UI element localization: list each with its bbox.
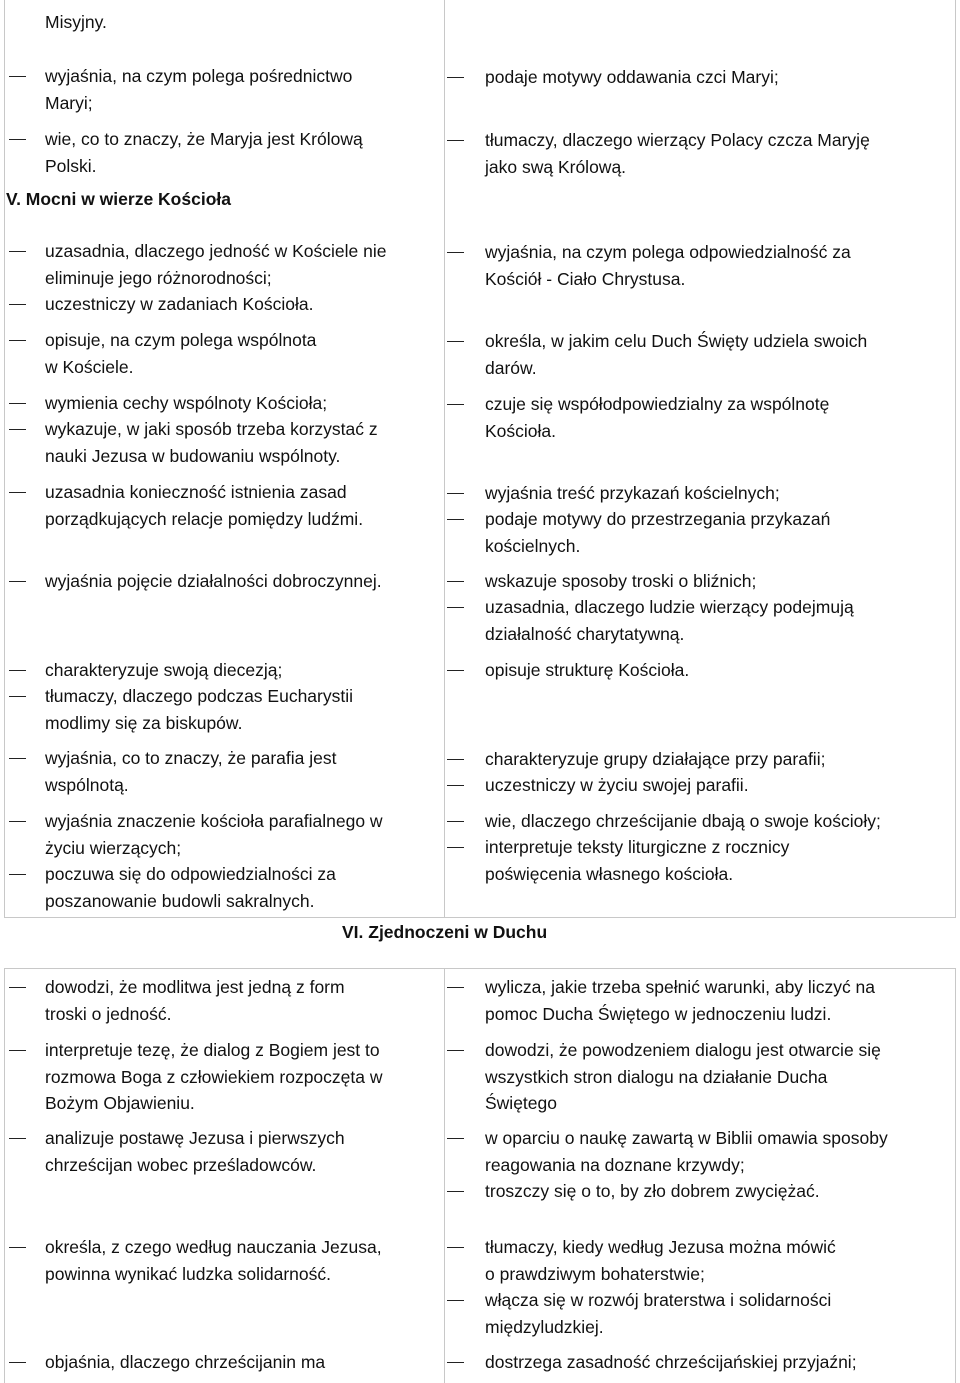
- dash-bullet: [447, 1362, 464, 1363]
- dash-bullet: [9, 304, 26, 305]
- dash-bullet: [447, 987, 464, 988]
- dash-bullet: [447, 821, 464, 822]
- dash-bullet: [9, 1362, 26, 1363]
- table-border: [4, 968, 5, 1383]
- dash-bullet: [9, 76, 26, 77]
- document-page: Misyjny. V. Mocni w wierze Kościoła VI. Zjednoczeni w Duchu wyjaśnia, na czym polega pośrednictwo Maryi; wie, co to znaczy, że Maryja jest Królową Polski. uzasadnia, dlaczego jedność w Kościele nie eliminuje jego różnorodności; uczestniczy w zadaniach Kościoła. opisuje, na czym polega wspólnota w Kościele. wymienia cechy wspólnoty Kościoła; wykazuje, w jaki sposób trzeba korzystać z nauki Jezusa w budowaniu wspólnoty. uzasadnia konieczność istnienia zasad porządkujących relacje pomiędzy ludźmi. wyjaśnia pojęcie działalności dobroczynnej. charakteryzuje swoją diecezją; tłumaczy, dlaczego podczas Eucharystii modlimy się za biskupów. wyjaśnia, co to znaczy, że parafia jest wspólnotą. wyjaśnia znaczenie kościoła parafialnego w życiu wierzących; poczuwa się do odpowiedzialności za poszanowanie budowli sakralnych. dowodzi, że modlitwa jest jedną z form troski o jedność. interpretuje tezę, że dialog z Bogiem jest to rozmowa Boga z człowiekiem rozpoczęta w Bożym Objawieniu. analizuje postawę Jezusa i pierwszych chrześcijan wobec prześladowców. określa, z czego według nauczania Jezusa, powinna wynikać ludzka solidarność. objaśnia, dlaczego chrześcijanin ma podaje motywy oddawania czci Maryi; tłumaczy, dlaczego wierzący Polacy czcza Maryję jako swą Królową. wyjaśnia, na czym polega odpowiedzialność za Kościół - Ciało Chrystusa. określa, w jakim celu Duch Święty udziela swoich darów. czuje się współodpowiedzialny za wspólnotę Kościoła. wyjaśnia treść przykazań kościelnych; podaje motywy do przestrzegania przykazań kościelnych. wskazuje sposoby troski o bliźnich; uzasadnia, dlaczego ludzie wierzący podejmują działalność charytatywną. opisuje strukturę Kościoła. charakteryzuje grupy działające przy parafii; uczestniczy w życiu swojej parafii. wie, dlaczego chrześcijanie dbają o swoje kościoły; interpretuje teksty liturgiczne z rocznicy poświęcenia własnego kościoła. wylicza, jakie trzeba spełnić warunki, aby liczyć na pomoc Ducha Świętego w jednoczeniu ludzi. dowodzi, że powodzeniem dialogu jest otwarcie się wszystkich stron dialogu na działanie Ducha Świętego w oparciu o naukę zawartą w Biblii omawia sposoby reagowania na doznane krzywdy; troszczy się o to, by zło dobrem zwyciężać. tłumaczy, kiedy według Jezusa można mówić o prawdziwym bohaterstwie; włącza się w rozwój braterstwa i solidarności międzyludzkiej. dostrzega zasadność chrześcijańskiej przyjaźni;: [0, 0, 960, 1383]
- dash-bullet: [9, 821, 26, 822]
- dash-bullet: [9, 251, 26, 252]
- dash-bullet: [9, 139, 26, 140]
- dash-bullet: [9, 1138, 26, 1139]
- dash-bullet: [447, 1191, 464, 1192]
- dash-bullet: [9, 670, 26, 671]
- dash-bullet: [447, 493, 464, 494]
- section-vi-title: VI. Zjednoczeni w Duchu: [342, 922, 548, 942]
- dash-bullet: [447, 1138, 464, 1139]
- dash-bullet: [9, 1247, 26, 1248]
- section-v-title: V. Mocni w wierze Kościoła: [6, 189, 231, 209]
- table-border: [955, 968, 956, 1383]
- dash-bullet: [9, 492, 26, 493]
- dash-bullet: [447, 1247, 464, 1248]
- dash-bullet: [447, 670, 464, 671]
- dash-bullet: [9, 403, 26, 404]
- dash-bullet: [9, 340, 26, 341]
- dash-bullet: [9, 874, 26, 875]
- top-fragment: Misyjny.: [45, 12, 107, 32]
- dash-bullet: [447, 607, 464, 608]
- table-border: [4, 0, 5, 918]
- dash-bullet: [447, 785, 464, 786]
- dash-bullet: [9, 429, 26, 430]
- dash-bullet: [9, 581, 26, 582]
- dash-bullet: [9, 987, 26, 988]
- dash-bullet: [9, 696, 26, 697]
- table-border: [444, 0, 445, 918]
- dash-bullet: [447, 759, 464, 760]
- dash-bullet: [447, 341, 464, 342]
- dash-bullet: [9, 758, 26, 759]
- table-border: [444, 968, 445, 1383]
- dash-bullet: [447, 519, 464, 520]
- dash-bullet: [447, 1050, 464, 1051]
- table-border: [955, 0, 956, 918]
- dash-bullet: [447, 1300, 464, 1301]
- dash-bullet: [447, 140, 464, 141]
- dash-bullet: [447, 581, 464, 582]
- dash-bullet: [447, 404, 464, 405]
- dash-bullet: [9, 1050, 26, 1051]
- dash-bullet: [447, 77, 464, 78]
- table-border: [4, 917, 956, 918]
- dash-bullet: [447, 847, 464, 848]
- dash-bullet: [447, 252, 464, 253]
- table-border: [4, 968, 956, 969]
